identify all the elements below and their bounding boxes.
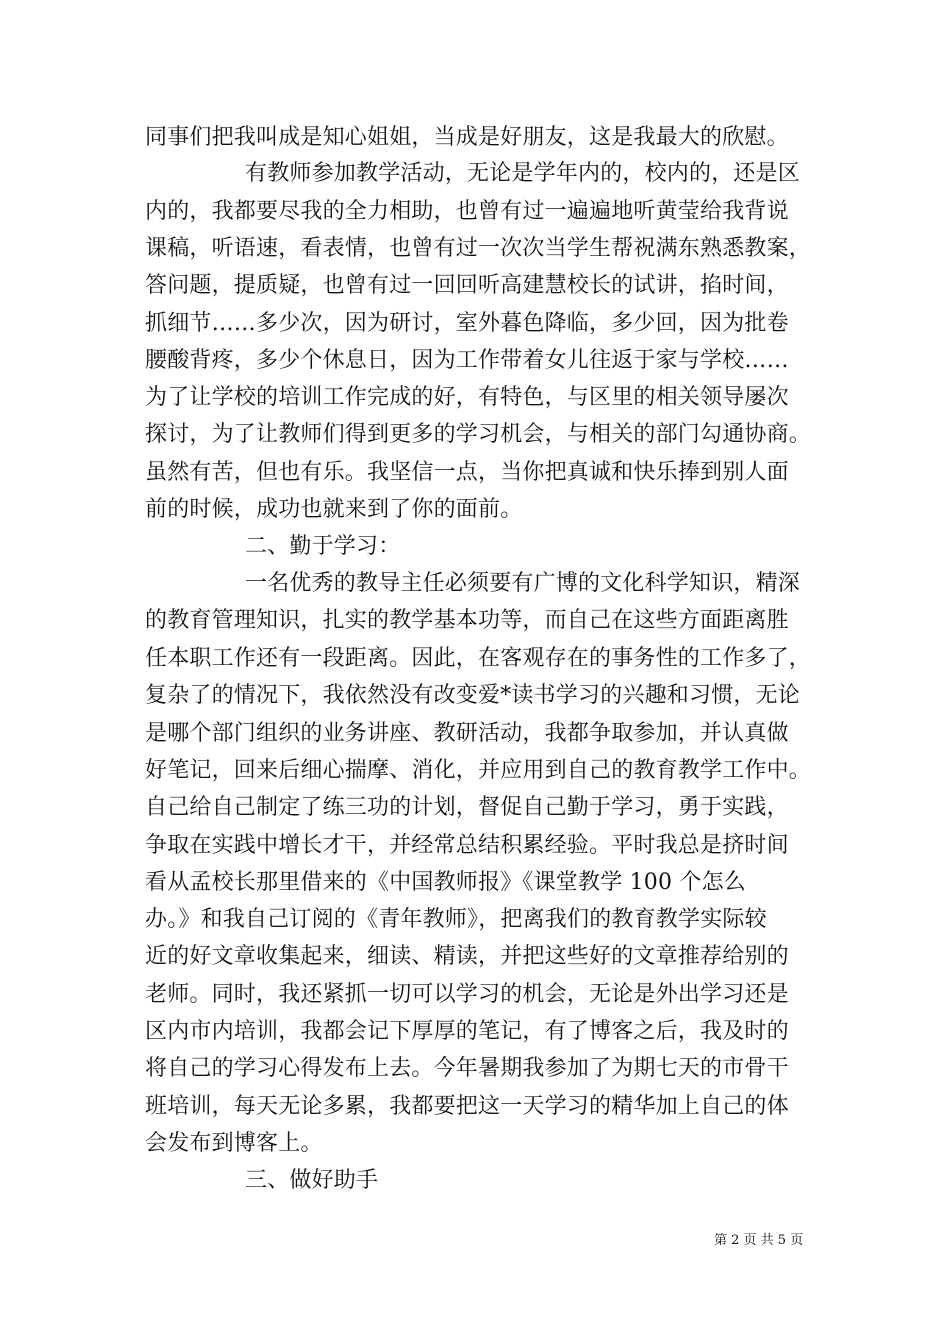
text-line: 会发布到博客上。 <box>145 1131 323 1156</box>
text-line: 抓细节……多少次，因为研讨，室外暮色降临，多少回，因为批卷 <box>145 311 789 336</box>
text-line: 有教师参加教学活动，无论是学年内的，校内的，还是区 <box>245 161 801 186</box>
text-line: 复杂了的情况下，我依然没有改变爱*读书学习的兴趣和习惯，无论 <box>145 683 801 708</box>
text-line: 一名优秀的教导主任必须要有广博的文化科学知识，精深 <box>245 571 801 596</box>
text-line: 争取在实践中增长才干，并经常总结积累经验。平时我总是挤时间 <box>145 833 789 858</box>
text-line: 老师。同时，我还紧抓一切可以学习的机会，无论是外出学习还是 <box>145 982 789 1007</box>
text-line: 的教育管理知识，扎实的教学基本功等，而自己在这些方面距离胜 <box>145 608 789 633</box>
text-line: 同事们把我叫成是知心姐姐，当成是好朋友，这是我最大的欣慰。 <box>145 125 789 150</box>
text-line: 看从孟校长那里借来的《中国教师报》《课堂教学 100 个怎么 <box>145 870 746 895</box>
text-line: 班培训，每天无论多累，我都要把这一天学习的精华加上自己的体 <box>145 1094 789 1119</box>
text-line: 内的，我都要尽我的全力相助，也曾有过一遍遍地听黄莹给我背说 <box>145 199 789 224</box>
text-line: 区内市内培训，我都会记下厚厚的笔记，有了博客之后，我及时的 <box>145 1019 789 1044</box>
text-line: 答问题，提质疑，也曾有过一回回听高建慧校长的试讲，掐时间， <box>145 273 789 298</box>
text-line: 为了让学校的培训工作完成的好，有特色，与区里的相关领导屡次 <box>145 385 789 410</box>
text-line: 近的好文章收集起来，细读、精读，并把这些好的文章推荐给别的 <box>145 944 789 969</box>
section-heading: 三、做好助手 <box>245 1168 379 1193</box>
text-line: 任本职工作还有一段距离。因此，在客观存在的事务性的工作多了， <box>145 646 812 671</box>
text-line: 自己给自己制定了练三功的计划，督促自己勤于学习，勇于实践， <box>145 795 789 820</box>
text-line: 虽然有苦，但也有乐。我坚信一点，当你把真诚和快乐捧到别人面 <box>145 460 789 485</box>
text-line: 好笔记，回来后细心揣摩、消化，并应用到自己的教育教学工作中。 <box>145 758 812 783</box>
section-heading: 二、勤于学习： <box>245 534 401 559</box>
text-line: 办。》和我自己订阅的《青年教师》，把离我们的教育教学实际较 <box>145 907 767 932</box>
text-line: 探讨，为了让教师们得到更多的学习机会，与相关的部门勾通协商。 <box>145 422 812 447</box>
page-number-footer: 第 2 页 共 5 页 <box>714 1233 804 1248</box>
text-line: 是哪个部门组织的业务讲座、教研活动，我都争取参加，并认真做 <box>145 721 789 746</box>
text-line: 课稿，听语速，看表情，也曾有过一次次当学生帮祝满东熟悉教案， <box>145 236 812 261</box>
text-line: 前的时候，成功也就来到了你的面前。 <box>145 497 523 522</box>
text-line: 腰酸背疼，多少个休息日，因为工作带着女儿往返于家与学校…… <box>145 348 789 373</box>
text-line: 将自己的学习心得发布上去。今年暑期我参加了为期七天的市骨干 <box>145 1056 789 1081</box>
